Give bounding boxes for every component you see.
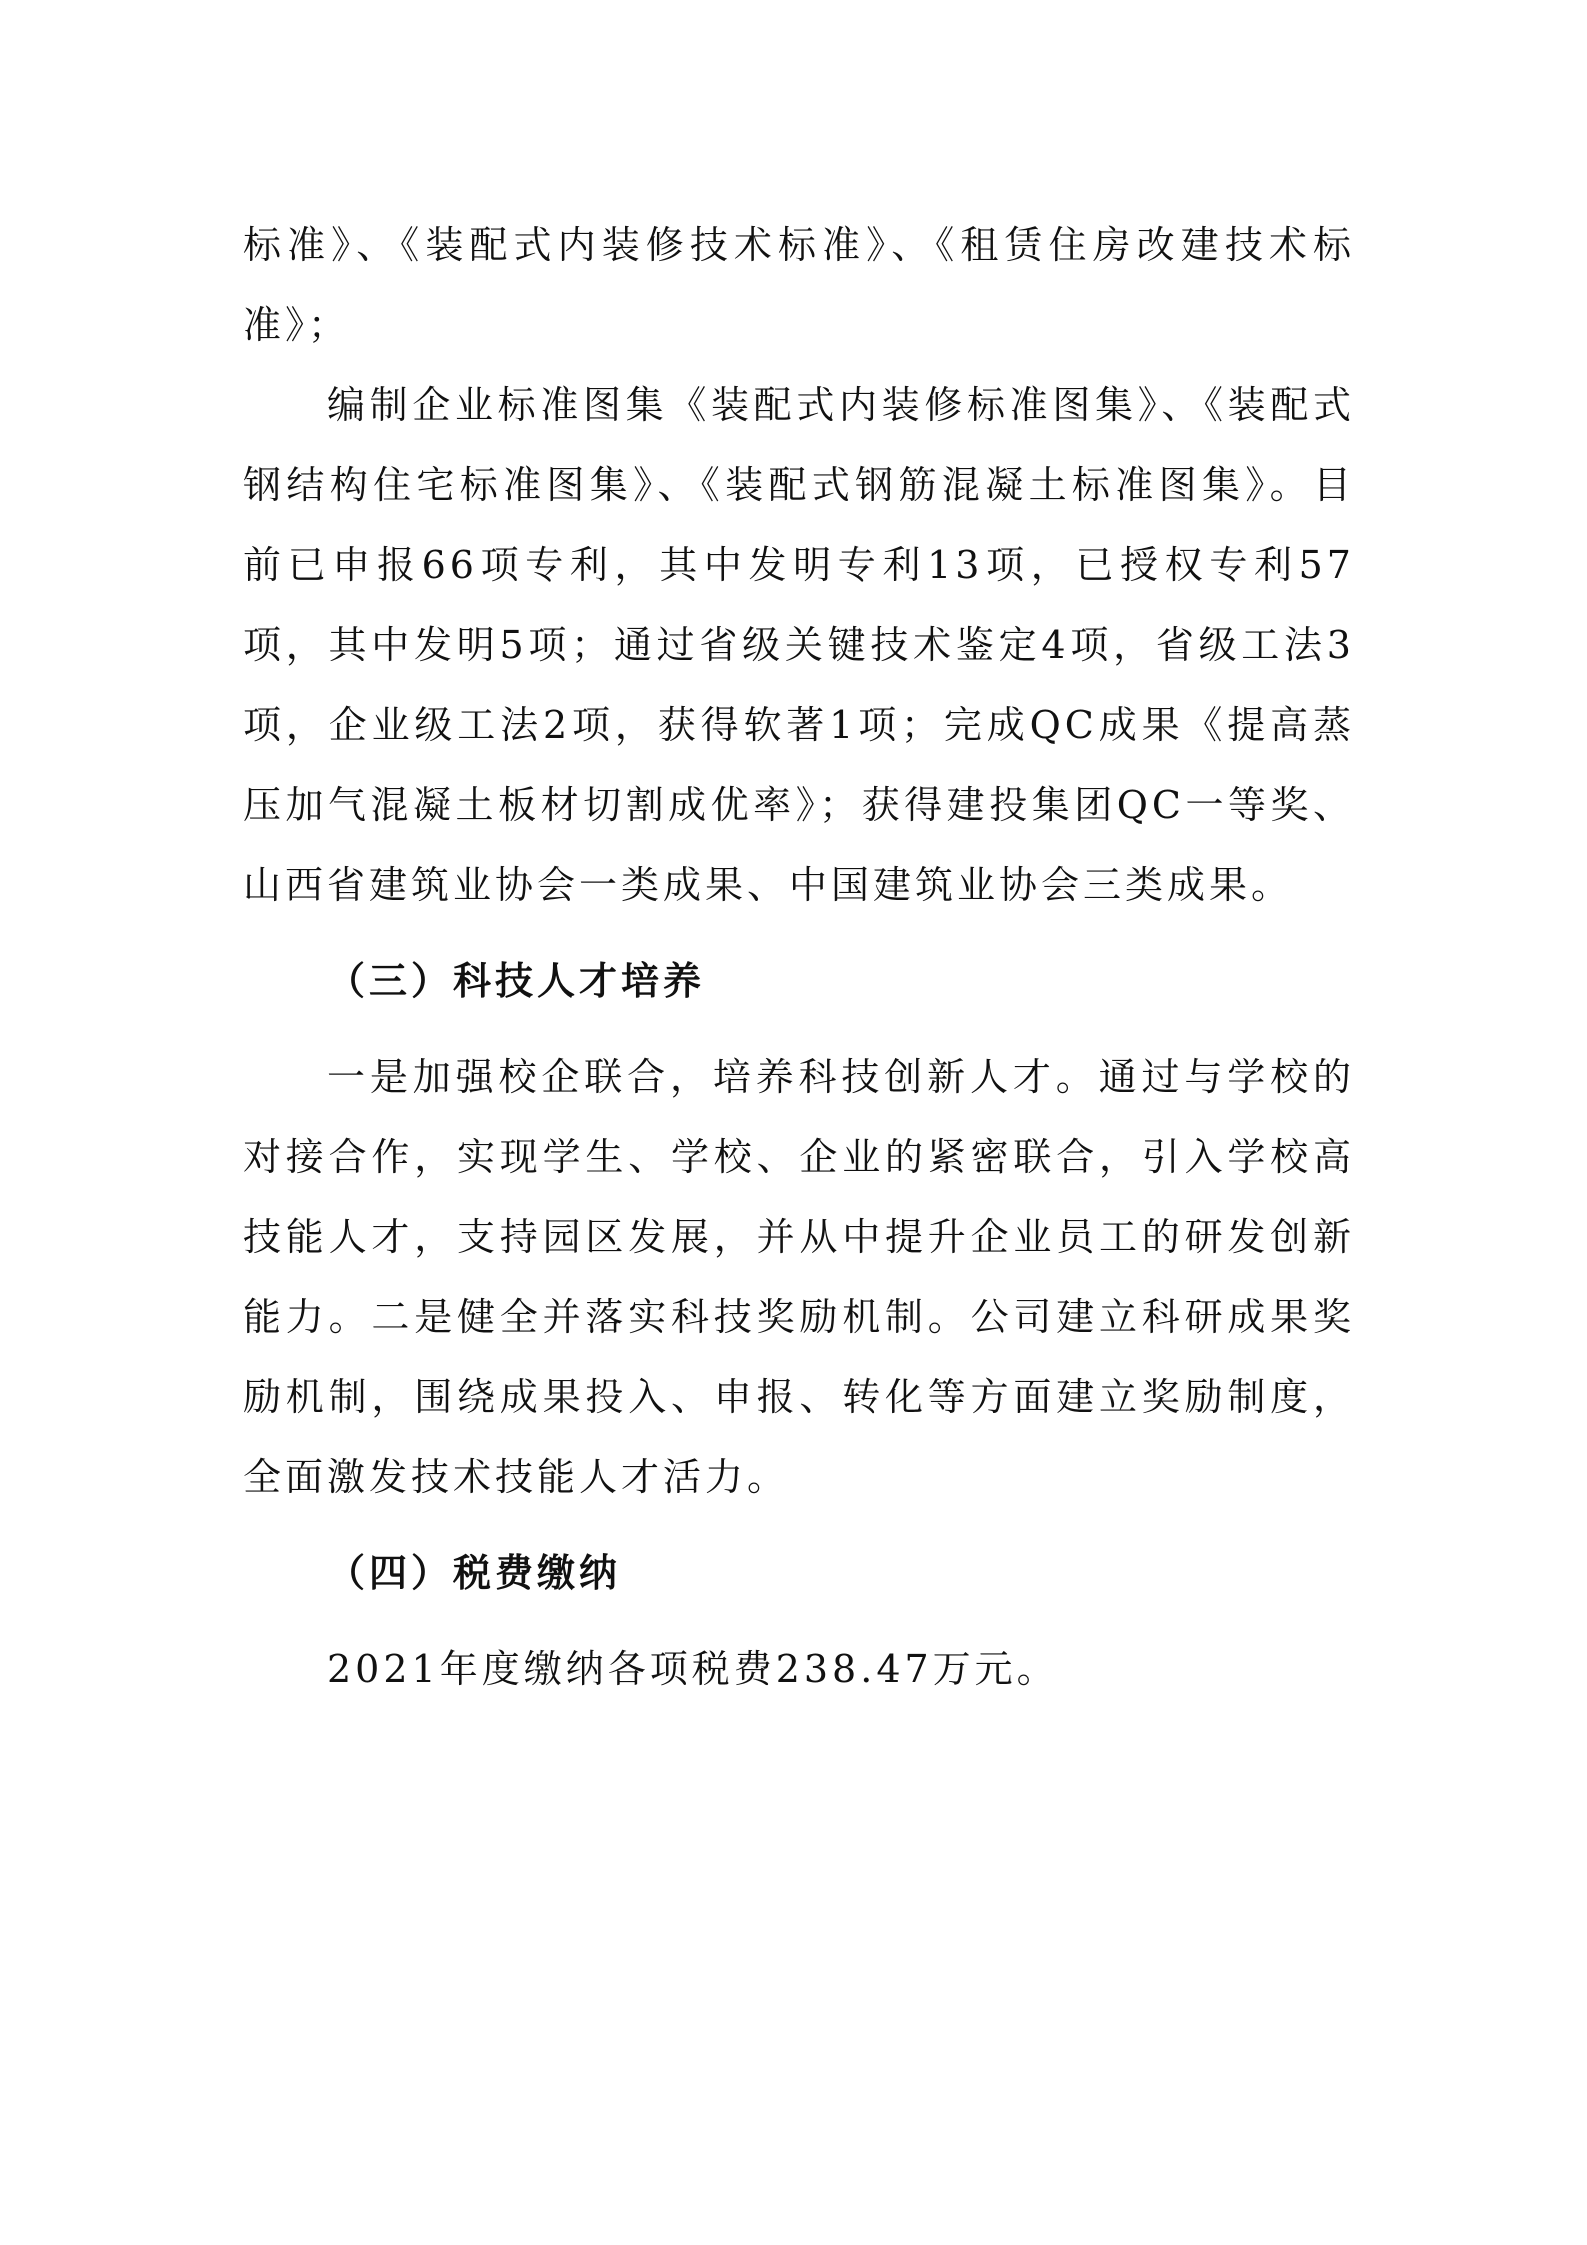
paragraph-standards-continuation: 标准》、《装配式内装修技术标准》、《租赁住房改建技术标准》； bbox=[243, 223, 1355, 347]
section-heading-tax-payment: （四）税费缴纳 bbox=[327, 1551, 622, 1595]
paragraph-standards-atlases-patents: 编制企业标准图集《装配式内装修标准图集》、《装配式钢结构住宅标准图集》、《装配式钢筋混凝土标准图集》。目前已申报66项专利，其中发明专利13项，已授权专利57项，其中发明5项；通过省级关键技术鉴定4项，省级工法3项，企业级工法2项，获得软著1项；完成QC成果《提高蒸压加气混凝土板材切割成优率》；获得建投集团QC一等奖、山西省建筑业协会一类成果、中国建筑业协会三类成果。 bbox=[243, 383, 1355, 907]
document-body bbox=[243, 205, 1355, 1709]
paragraph-talent-training: 一是加强校企联合，培养科技创新人才。通过与学校的对接合作，实现学生、学校、企业的紧密联合，引入学校高技能人才，支持园区发展，并从中提升企业员工的研发创新能力。二是健全并落实科技奖励机制。公司建立科研成果奖励机制，围绕成果投入、申报、转化等方面建立奖励制度，全面激发技术技能人才活力。 bbox=[243, 1055, 1355, 1499]
paragraph-tax-payment: 2021年度缴纳各项税费238.47万元。 bbox=[327, 1647, 1059, 1691]
section-heading-talent-training: （三）科技人才培养 bbox=[327, 959, 706, 1003]
